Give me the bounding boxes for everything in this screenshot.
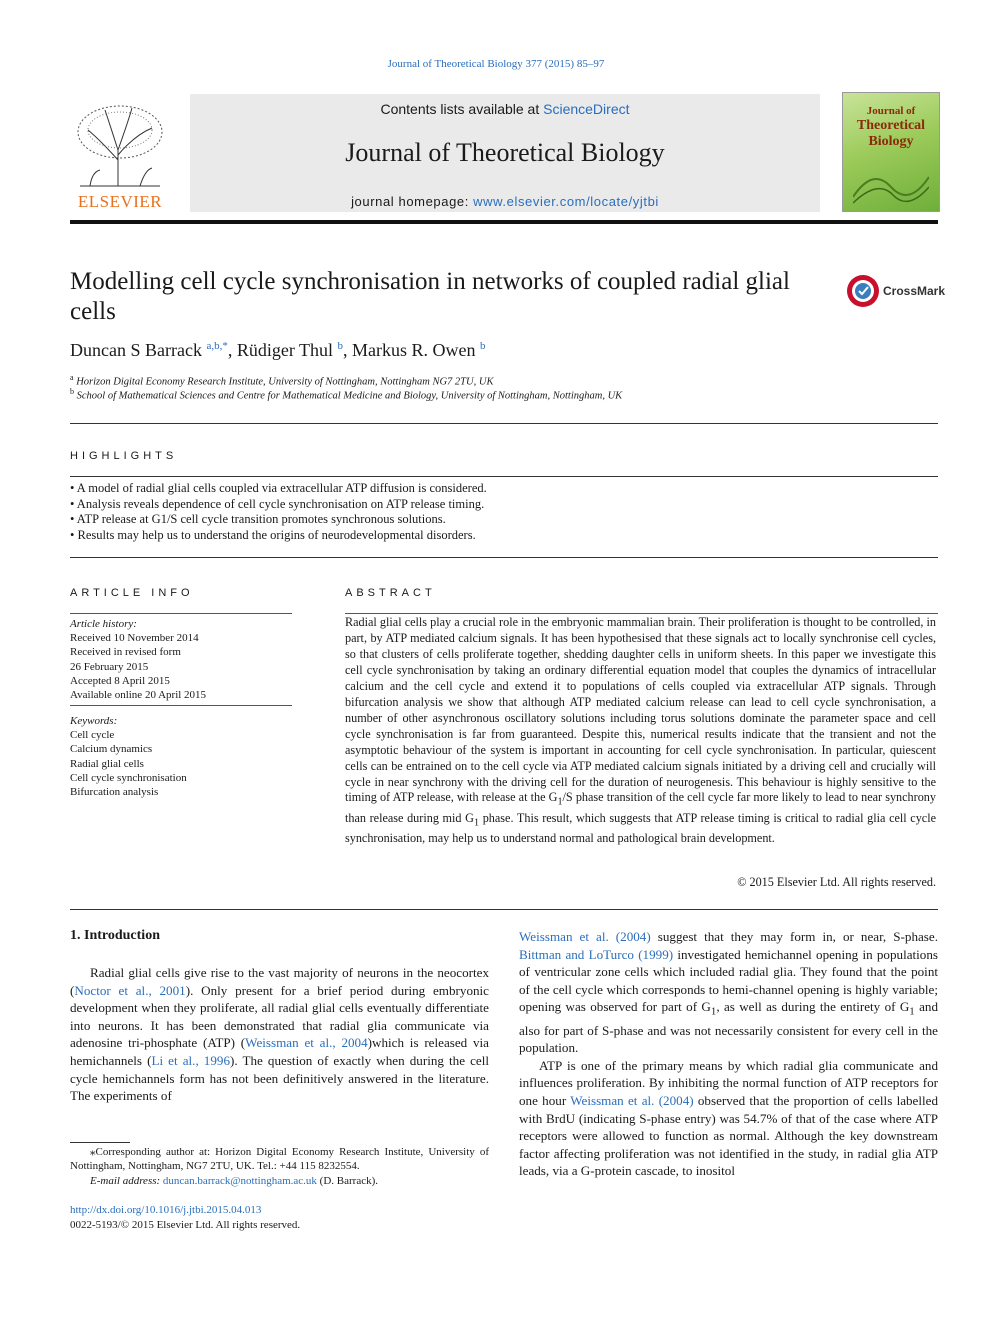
elsevier-wordmark: ELSEVIER (77, 192, 163, 211)
divider (70, 909, 938, 910)
doi-block (70, 1203, 300, 1233)
highlight-item: • Results may help us to understand the origins of neurodevelopmental disorders. (70, 527, 476, 542)
sciencedirect-link[interactable]: ScienceDirect (543, 101, 630, 117)
intro-right-column (519, 928, 938, 1180)
keyword-item: Cell cycle synchronisation (70, 771, 187, 784)
highlight-item: • Analysis reveals dependence of cell cycle synchronisation on ATP release timing. (70, 496, 485, 511)
author-affiliation-mark[interactable]: b (337, 340, 344, 352)
highlights-list (70, 481, 938, 543)
doi-link[interactable]: http://dx.doi.org/10.1016/j.jtbi.2015.04.013 (70, 1204, 262, 1216)
cover-line-1: Journal of (866, 105, 916, 117)
citation-link[interactable]: Bittman and LoTurco (1999) (519, 946, 674, 962)
contents-line: Contents lists available at ScienceDirect (380, 101, 630, 117)
keyword-item: Cell cycle (70, 729, 115, 742)
citation-link[interactable]: Weissman et al., 2004 (245, 1035, 368, 1051)
section-heading: 1. Introduction (70, 928, 160, 943)
paragraph: ATP is one of the primary means by which radial glia communicate and influences proliferation. By inhibiting the normal function of ATP receptors for one hour Weissman et al. (2004) observed that the proportion of cells labelled with BrdU (indicating S-phase entry) was 54.7% of that of the case where ATP receptors were allowed to function as normal. Although the key downstream factor affecting proliferation was not identified in the study, in radial glia ATP leads, via a G-protein cascade, to inositol (519, 1057, 939, 1179)
citation-link[interactable]: Weissman et al. (2004) (570, 1092, 694, 1108)
keyword-item: Calcium dynamics (70, 743, 153, 756)
author-name[interactable]: Markus R. Owen (352, 340, 476, 360)
article-info-label: ARTICLE INFO (70, 587, 194, 599)
divider (70, 423, 938, 424)
author-name[interactable]: Duncan S Barrack (70, 340, 202, 360)
citation-link[interactable]: Weissman et al. (2004) (519, 929, 651, 944)
email-link[interactable]: duncan.barrack@nottingham.ac.uk (162, 1174, 317, 1187)
affiliation-b: $^b$ School of Mathematical Sciences and Centre for Mathematical Medicine and Biology, University of Nottingham, Nottingham, UK (70, 387, 623, 402)
homepage-line: journal homepage: www.elsevier.com/locate/yjtbi (351, 194, 659, 209)
cover-line-2: Theoretical (856, 118, 926, 133)
divider (70, 705, 292, 706)
header-rule (70, 220, 938, 224)
corresponding-author-note: ⁎Corresponding author at: Horizon Digital Economy Research Institute, University of Nottingham, Nottingham, NG7 2TU, UK. Tel.: +44 115 8232554. (70, 1146, 489, 1173)
paragraph: Weissman et al. (2004) suggest that they may form in, or near, S-phase. Bittman and LoTurco (1999) investigated hemichannel opening in populations of ventricular zone cells which included radial glia. They found that the point of the cell cycle which corresponds to hemi-channel opening is highly variable; opening was observed for part of $G_1$, as well as during the entirety of $G_1$ and also for part of S-phase and was not necessarily consistent for every cell in the population. (519, 929, 939, 1056)
footnote-rule (70, 1142, 130, 1143)
divider (70, 557, 938, 558)
cover-art-icon (853, 157, 929, 205)
citation-link[interactable]: Noctor et al., 2001 (74, 982, 186, 998)
divider (70, 476, 938, 477)
keywords-list: Keywords: Cell cycle Calcium dynamics Radial glial cells Cell cycle synchronisation Bifurcation analysis (70, 714, 292, 799)
highlight-item: • ATP release at G1/S cell cycle transition promotes synchronous solutions. (70, 512, 446, 527)
journal-reference[interactable]: Journal of Theoretical Biology 377 (2015) 85–97 (387, 58, 605, 70)
homepage-link[interactable]: www.elsevier.com/locate/yjtbi (473, 194, 659, 209)
citation-link[interactable]: Li et al., 1996 (151, 1052, 230, 1068)
keyword-item: Radial glial cells (70, 757, 144, 770)
divider (70, 613, 292, 614)
crossmark-button[interactable] (846, 274, 946, 310)
journal-title: Journal of Theoretical Biology (345, 138, 665, 167)
history-item: Accepted 8 April 2015 (70, 674, 170, 687)
author-name[interactable]: Rüdiger Thul (236, 340, 334, 360)
author-affiliation-mark[interactable]: a,b,* (206, 340, 228, 352)
issn-line: 0022-5193/© 2015 Elsevier Ltd. All rights reserved. (70, 1219, 301, 1231)
affiliation-a: $^a$ Horizon Digital Economy Research Institute, University of Nottingham, Nottingham NG7 2TU, UK (70, 373, 494, 388)
article-title: Modelling cell cycle synchronisation in networks of coupled radial glial cells (70, 268, 790, 325)
history-item: Received in revised form (70, 646, 181, 659)
history-item: Received 10 November 2014 (70, 632, 199, 645)
article-history: Article history: Received 10 November 2014 Received in revised form 26 February 2015 Accepted 8 April 2015 Available online 20 April 2015 (70, 617, 292, 702)
abstract-copyright: © 2015 Elsevier Ltd. All rights reserved. (737, 875, 936, 889)
elsevier-logo (70, 100, 170, 210)
crossmark-icon (846, 274, 880, 308)
keyword-item: Bifurcation analysis (70, 786, 159, 799)
journal-cover (842, 92, 940, 212)
footnotes (70, 1145, 489, 1188)
author-affiliation-mark[interactable]: b (480, 340, 486, 352)
highlights-label: HIGHLIGHTS (70, 450, 178, 462)
abstract-text: Radial glial cells play a crucial role in the embryonic mammalian brain. Their proliferation is thought to be controlled, in part, by ATP mediated calcium signals. It has been hypothesised that these signals act to locally synchronise cell cycles, so that clusters of cells proliferate together, shedding daughter cells in uniform sheets. In this paper we investigate this cell cycle synchronisation by taking an ordinary differential equation model that couples the dynamics of intracellular calcium and the cell cycle and extend it to populations of cells coupled via extracellular ATP signals. Through bifurcation analysis we show that although ATP mediated calcium release can lead to cell cycle synchronisation, a number of other asynchronous oscillatory solutions including torus solutions dominate the parameter space and cell cycle synchronisation is far from guaranteed. Despite this, numerical results indicate that the transient and not the asymptotic behaviour of the system is important in accounting for cell cycle synchronisation. In particular, quiescent cells can be entrained on to the cell cycle via ATP mediated calcium signals initiated by a driving cell and crucially will cycle in near synchrony with the driving cell for the duration of neurogenesis. This behaviour is highly sensitive to the timing of ATP release, with release at the $G_1/S$ phase transition of the cell cycle far more likely to lead to near synchrony than release during mid $G_1$ phase. This result, which suggests that ATP release timing is critical to radial glia cell cycle synchronisation, may help us to understand normal and pathological brain development. (345, 615, 937, 846)
author-list: Duncan S Barrack $^{a,b,*}$, Rüdiger Thul $^b$, Markus R. Owen $^b$ (70, 340, 486, 360)
cover-line-3: Biology (868, 134, 914, 149)
highlight-item: • A model of radial glial cells coupled via extracellular ATP diffusion is considered. (70, 481, 487, 495)
history-item: Available online 20 April 2015 (70, 689, 207, 702)
crossmark-label: CrossMark (883, 284, 946, 298)
history-item: 26 February 2015 (70, 660, 149, 673)
abstract-label: ABSTRACT (345, 587, 436, 599)
divider (345, 613, 938, 614)
email-note: E-mail address: duncan.barrack@nottingham.ac.uk (D. Barrack). (90, 1174, 379, 1187)
intro-left-column: Radial glial cells give rise to the vast majority of neurons in the neocortex (Noctor et al., 2001). Only present for a brief period during embryonic development when they proliferate, all radial glial cells eventually differentiate into neurons. It has been demonstrated that radial glia communicate via adenosine tri-phosphate (ATP) (Weissman et al., 2004)which is released via hemichannels (Li et al., 1996). The question of exactly when during the cell cycle hemichannels form has not been definitively answered in the literature. The experiments of (70, 965, 490, 1104)
